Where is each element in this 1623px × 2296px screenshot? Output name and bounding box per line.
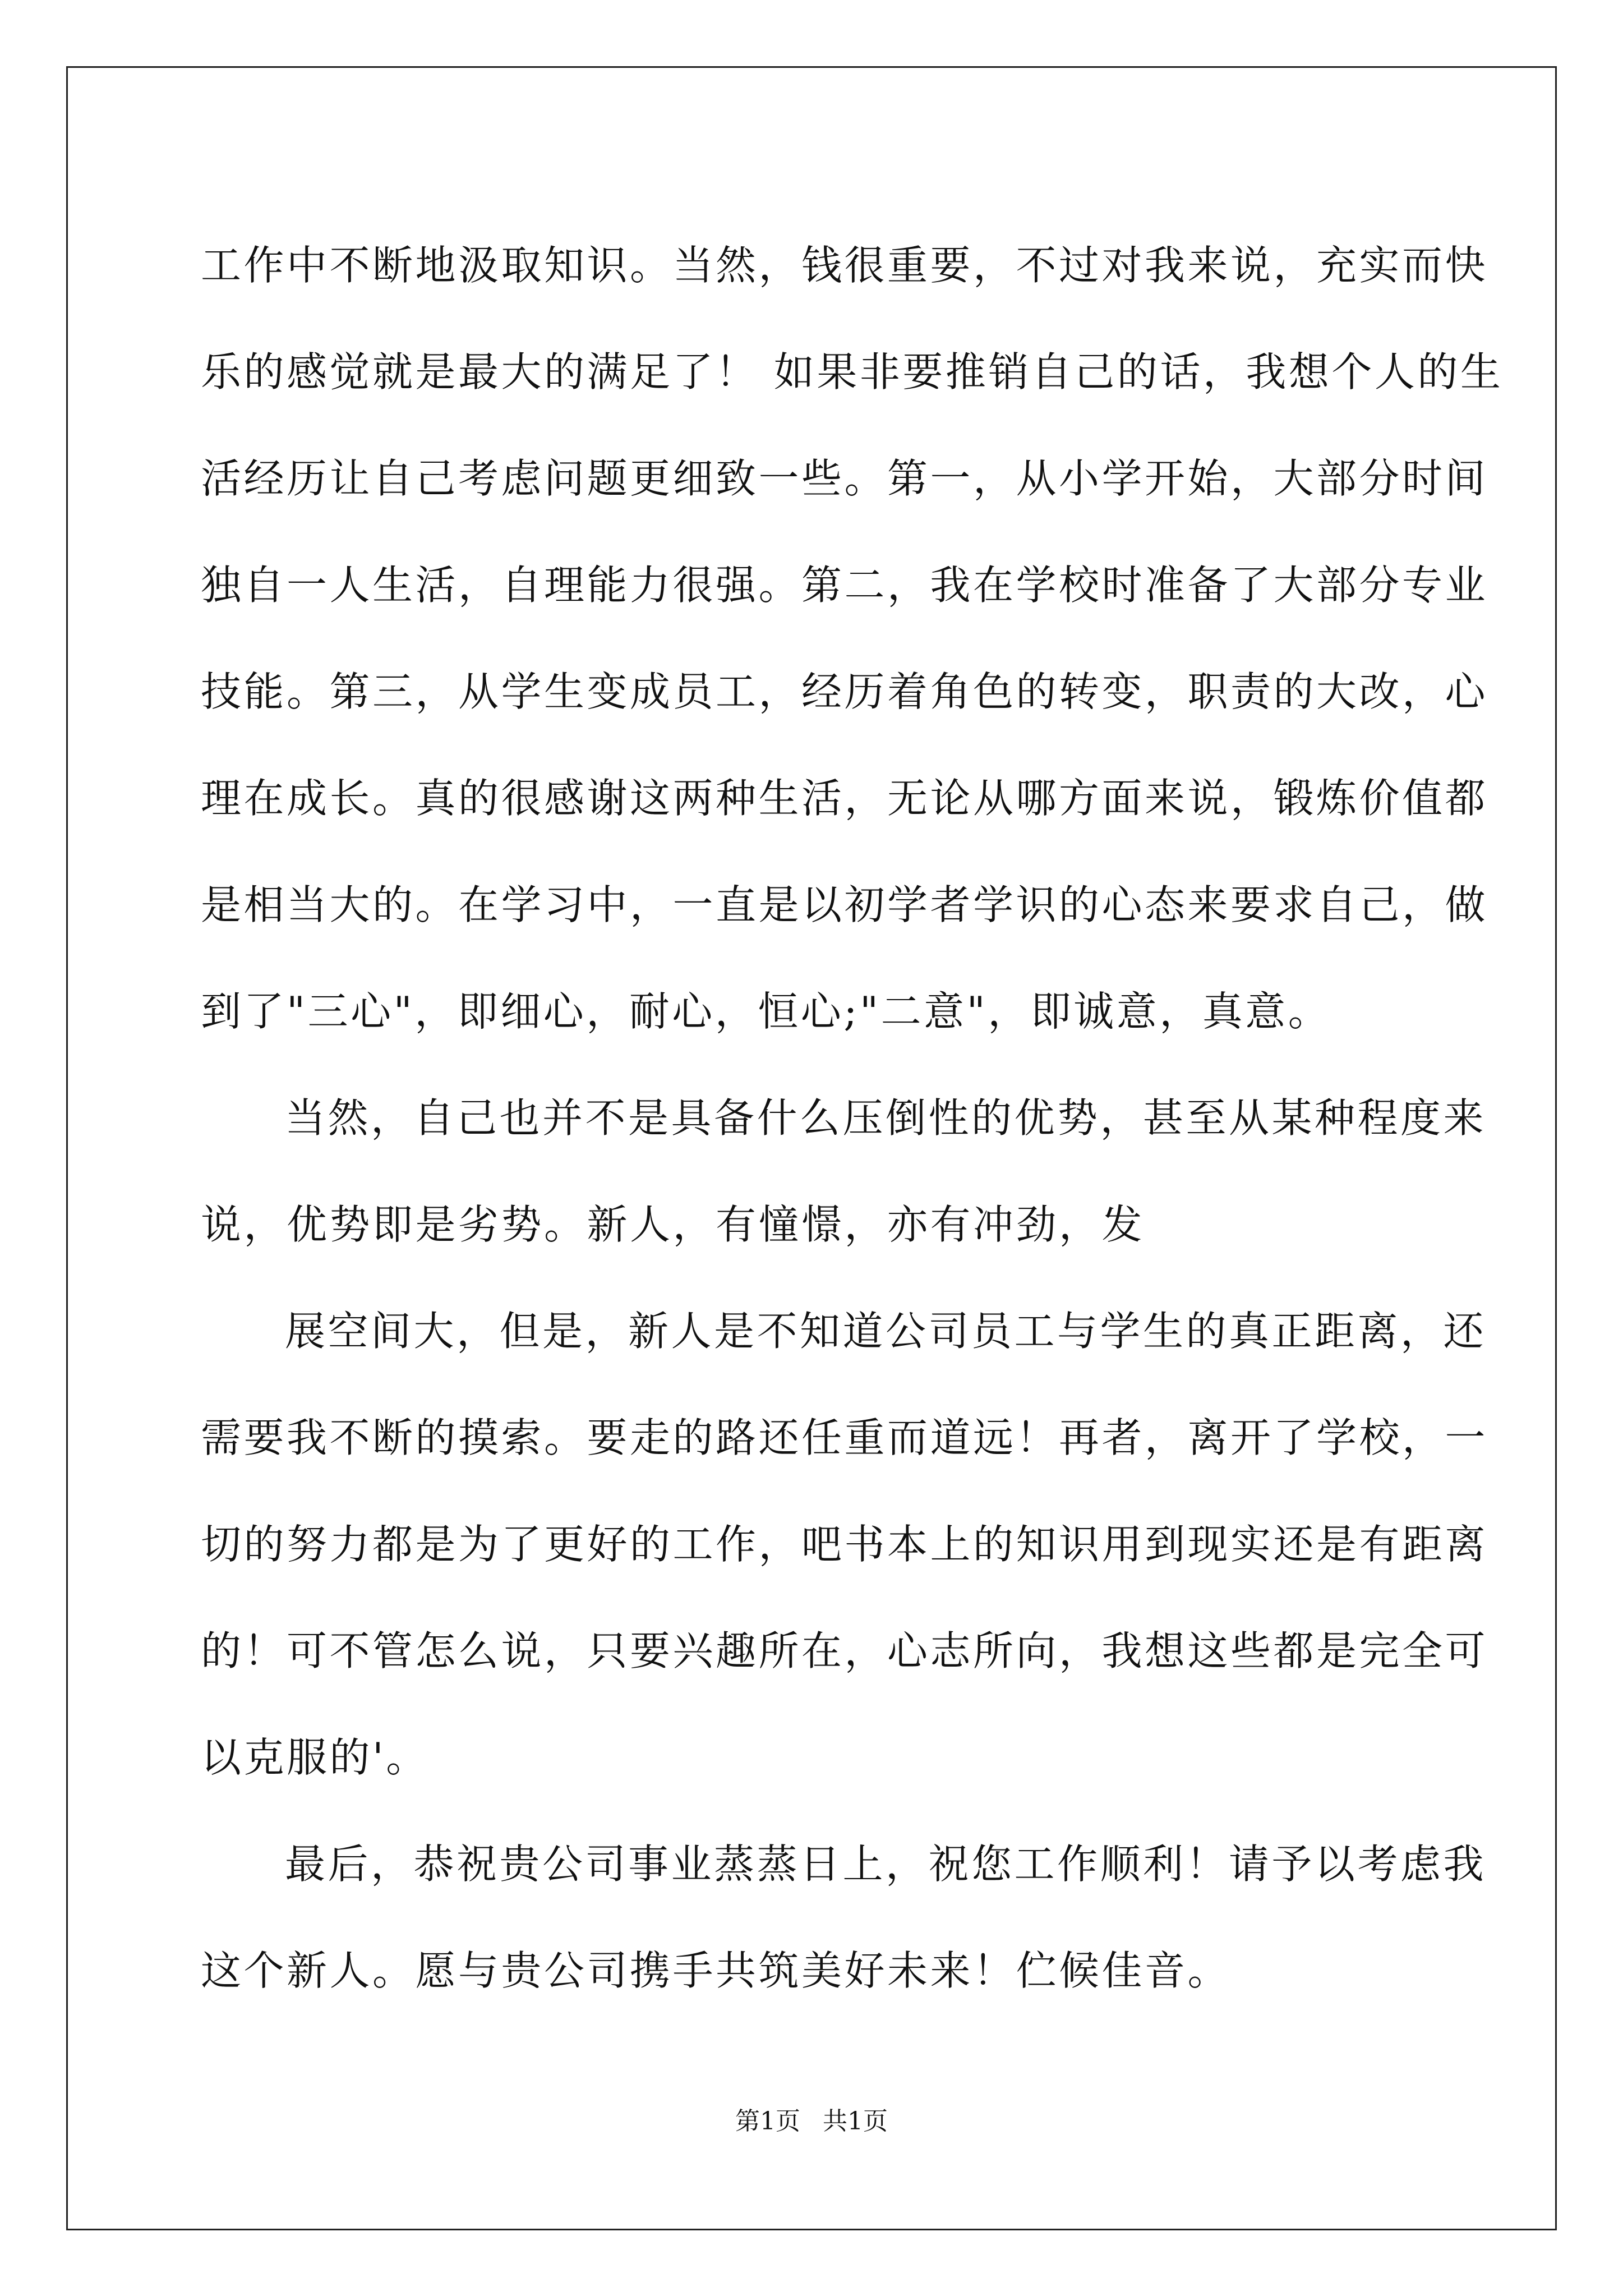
paragraph-line: 最后，恭祝贵公司事业蒸蒸日上，祝您工作顺利！请予以考虑我 (285, 1841, 1487, 1888)
page-footer (0, 2105, 1623, 2138)
page-total: 共1页 (823, 2107, 888, 2136)
paragraph-line: 的！可不管怎么说，只要兴趣所在，心志所向，我想这些都是完全可 (201, 1627, 1488, 1674)
paragraph-line: 展空间大，但是，新人是不知道公司员工与学生的真正距离，还 (285, 1308, 1487, 1355)
paragraph-line: 当然，自己也并不是具备什么压倒性的优势，甚至从某种程度来 (285, 1094, 1487, 1142)
document-body (201, 212, 1504, 2024)
paragraph-line: 乐的感觉就是最大的满足了！ 如果非要推销自己的话，我想个人的生 (201, 348, 1504, 395)
paragraph-line: 以克服的'。 (201, 1734, 429, 1781)
paragraph-line: 切的努力都是为了更好的工作，吧书本上的知识用到现实还是有距离 (201, 1521, 1488, 1568)
paragraph-line: 说，优势即是劣势。新人，有憧憬，亦有冲劲，发 (201, 1201, 1145, 1248)
paragraph-line: 活经历让自己考虑问题更细致一些。第一，从小学开始，大部分时间 (201, 455, 1488, 502)
paragraph-line: 需要我不断的摸索。要走的路还任重而道远！再者，离开了学校，一 (201, 1414, 1488, 1461)
paragraph-line: 到了"三心"，即细心，耐心，恒心;"二意"，即诚意，真意。 (201, 988, 1331, 1035)
paragraph-line: 这个新人。愿与贵公司携手共筑美好未来！伫候佳音。 (201, 1947, 1231, 1994)
paragraph-line: 是相当大的。在学习中，一直是以初学者学识的心态来要求自己，做 (201, 881, 1488, 928)
paragraph-line: 理在成长。真的很感谢这两种生活，无论从哪方面来说，锻炼价值都 (201, 775, 1488, 822)
paragraph-line: 工作中不断地汲取知识。当然，钱很重要，不过对我来说，充实而快 (201, 242, 1488, 289)
page-number: 第1页 (735, 2107, 800, 2136)
paragraph-line: 独自一人生活，自理能力很强。第二，我在学校时准备了大部分专业 (201, 562, 1488, 609)
paragraph-line: 技能。第三，从学生变成员工，经历着角色的转变，职责的大改，心 (201, 668, 1488, 715)
